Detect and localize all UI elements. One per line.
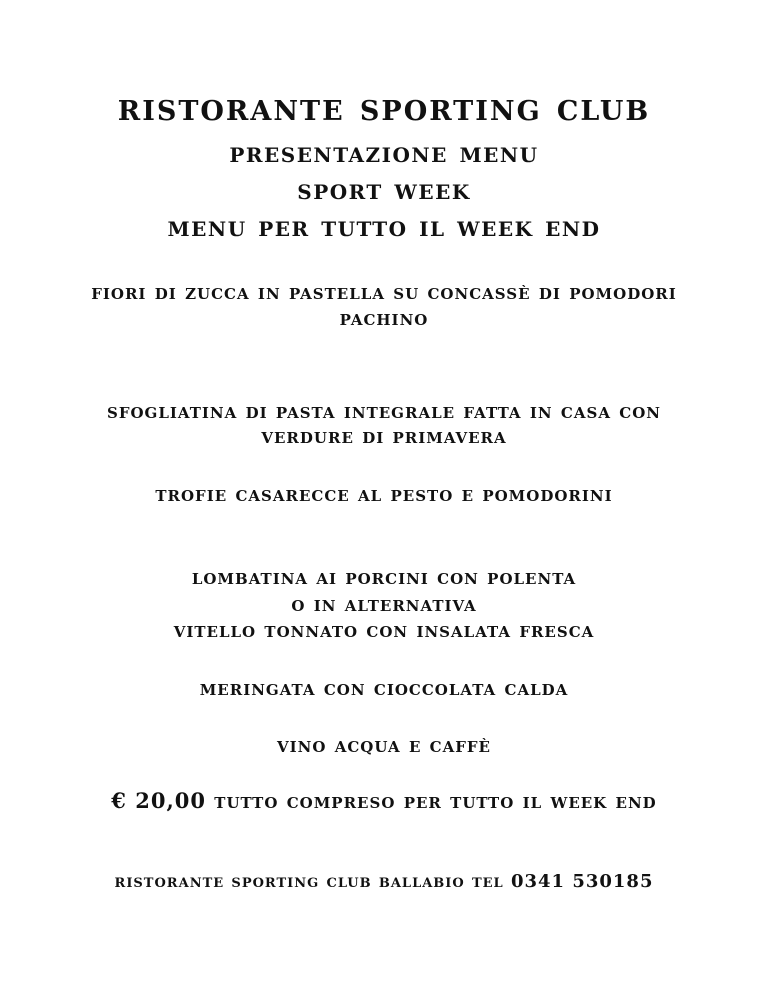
- menu-presentation-heading: presentazione menu: [229, 135, 539, 169]
- menu-item-4-line-2: o in alternativa: [291, 591, 477, 616]
- price-line: € 20,00 tutto compreso per tutto il week end: [111, 788, 657, 813]
- sport-week-heading: sport week: [297, 172, 471, 206]
- menu-item-2-line-1: sfogliatina di pasta integrale fatta in casa con: [106, 398, 661, 423]
- menu-item-6: vino acqua e caffè: [276, 732, 491, 757]
- menu-item-5: meringata con cioccolata calda: [199, 675, 569, 700]
- menu-item-4-line-3: vitello tonnato con insalata fresca: [173, 617, 595, 642]
- menu-item-2-line-2: verdure di primavera: [261, 423, 507, 448]
- contact-footer: ristorante sporting club ballabio tel 0341 530185: [114, 871, 654, 892]
- menu-item-3: trofie casarecce al pesto e pomodorini: [155, 481, 613, 506]
- menu-item-1-line-1: fiori di zucca in pastella su concassè di pomodori: [91, 279, 677, 304]
- menu-item-1-line-2: pachino: [339, 305, 429, 330]
- restaurant-title: ristorante sporting club: [117, 84, 651, 129]
- weekend-menu-heading: menu per tutto il week end: [167, 209, 601, 243]
- menu-item-4-line-1: lombatina ai porcini con polenta: [191, 564, 577, 589]
